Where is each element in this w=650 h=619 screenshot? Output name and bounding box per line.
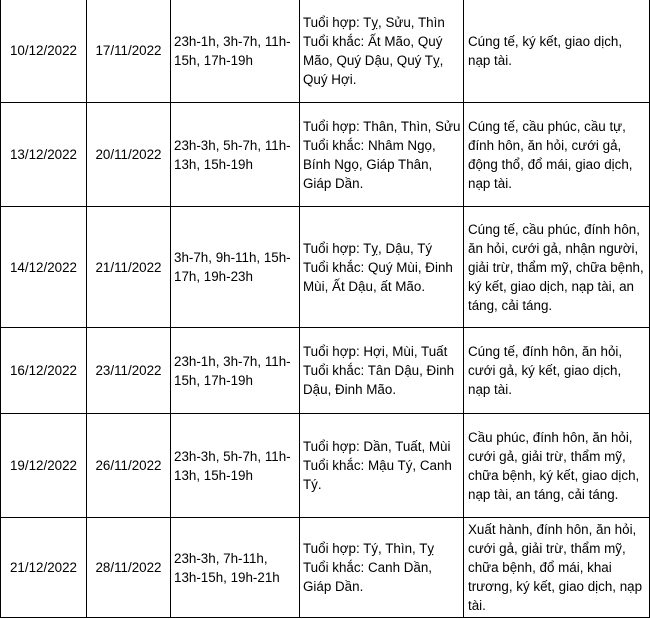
compatible-ages: Tuổi hợp: Hợi, Mùi, Tuất (303, 344, 448, 359)
conflicting-ages: Tuổi khắc: Nhâm Ngọ, Bính Ngọ, Giáp Thân, Giáp Dần. (303, 137, 436, 191)
lunar-date-cell: 26/11/2022 (87, 414, 171, 518)
activities-cell: Cúng tế, ký kết, giao dịch, nạp tài. (464, 0, 650, 103)
table-row (1, 414, 650, 518)
activities-cell: Cúng tế, cầu phúc, cầu tự, đính hôn, ăn hỏi, cưới gả, động thổ, đổ mái, giao dịch, nạp tài. (464, 103, 650, 207)
activities-cell: Cầu phúc, đính hôn, ăn hỏi, cưới gả, giải trừ, thẩm mỹ, chữa bệnh, ký kết, giao dịch, nạp tài, an táng, cải táng. (464, 414, 650, 518)
table-row (1, 103, 650, 207)
solar-date-cell: 14/12/2022 (1, 207, 87, 328)
lunar-date-cell: 20/11/2022 (87, 103, 171, 207)
conflicting-ages: Tuổi khắc: Canh Dần, Giáp Dần. (303, 560, 433, 594)
age-compatibility-cell (300, 328, 464, 414)
conflicting-ages: Tuổi khắc: Quý Mùi, Đinh Mùi, Ất Dậu, ất Mão. (303, 259, 453, 294)
solar-date-cell: 21/12/2022 (1, 518, 87, 618)
conflicting-ages: Tuổi khắc: Mậu Tý, Canh Tý. (303, 458, 452, 492)
good-hours-cell: 23h-3h, 7h-11h, 13h-15h, 19h-21h (171, 518, 300, 618)
age-compatibility-cell (300, 414, 464, 518)
activities-cell: Cúng tế, cầu phúc, đính hôn, ăn hỏi, cưới gả, nhận người, giải trừ, thẩm mỹ, chữa bệnh, ký kết, giao dịch, nạp tài, an táng, cải táng. (464, 207, 650, 328)
age-compatibility-cell (300, 518, 464, 618)
lunar-date-cell: 28/11/2022 (87, 518, 171, 618)
compatible-ages: Tuổi hợp: Tý, Thìn, Tỵ (303, 541, 435, 556)
compatible-ages: Tuổi hợp: Tỵ, Sửu, Thìn (303, 14, 445, 30)
good-hours-cell: 3h-7h, 9h-11h, 15h-17h, 19h-23h (171, 207, 300, 328)
table-row (1, 0, 650, 103)
lunar-date-cell: 23/11/2022 (87, 328, 171, 414)
table-row (1, 207, 650, 328)
good-hours-cell: 23h-1h, 3h-7h, 11h-15h, 17h-19h (171, 328, 300, 414)
age-compatibility-cell (300, 207, 464, 328)
conflicting-ages: Tuổi khắc: Tân Dậu, Đinh Dậu, Đinh Mão. (303, 363, 455, 397)
table-row (1, 328, 650, 414)
age-compatibility-cell (300, 0, 464, 103)
good-hours-cell: 23h-1h, 3h-7h, 11h-15h, 17h-19h (171, 0, 300, 103)
good-hours-cell: 23h-3h, 5h-7h, 11h-13h, 15h-19h (171, 414, 300, 518)
activities-cell: Cúng tế, đính hôn, ăn hỏi, cưới gả, ký kết, giao dịch, nạp tài. (464, 328, 650, 414)
conflicting-ages: Tuổi khắc: Ất Mão, Quý Mão, Quý Dậu, Quý Tỵ, Quý Hợi. (303, 33, 444, 87)
compatible-ages: Tuổi hợp: Dần, Tuất, Mùi (303, 439, 451, 454)
age-compatibility-cell (300, 103, 464, 207)
activities-cell: Xuất hành, đính hôn, ăn hỏi, cưới gả, giải trừ, thẩm mỹ, chữa bệnh, đổ mái, khai trương, ký kết, giao dịch, nạp tài. (464, 518, 650, 618)
compatible-ages: Tuổi hợp: Tỵ, Dậu, Tý (303, 240, 433, 256)
lunar-date-cell: 21/11/2022 (87, 207, 171, 328)
table-row (1, 518, 650, 618)
compatible-ages: Tuổi hợp: Thân, Thìn, Sửu (303, 118, 461, 134)
solar-date-cell: 16/12/2022 (1, 328, 87, 414)
solar-date-cell: 19/12/2022 (1, 414, 87, 518)
lunar-date-cell: 17/11/2022 (87, 0, 171, 103)
solar-date-cell: 10/12/2022 (1, 0, 87, 103)
good-hours-cell: 23h-3h, 5h-7h, 11h-13h, 15h-19h (171, 103, 300, 207)
solar-date-cell: 13/12/2022 (1, 103, 87, 207)
